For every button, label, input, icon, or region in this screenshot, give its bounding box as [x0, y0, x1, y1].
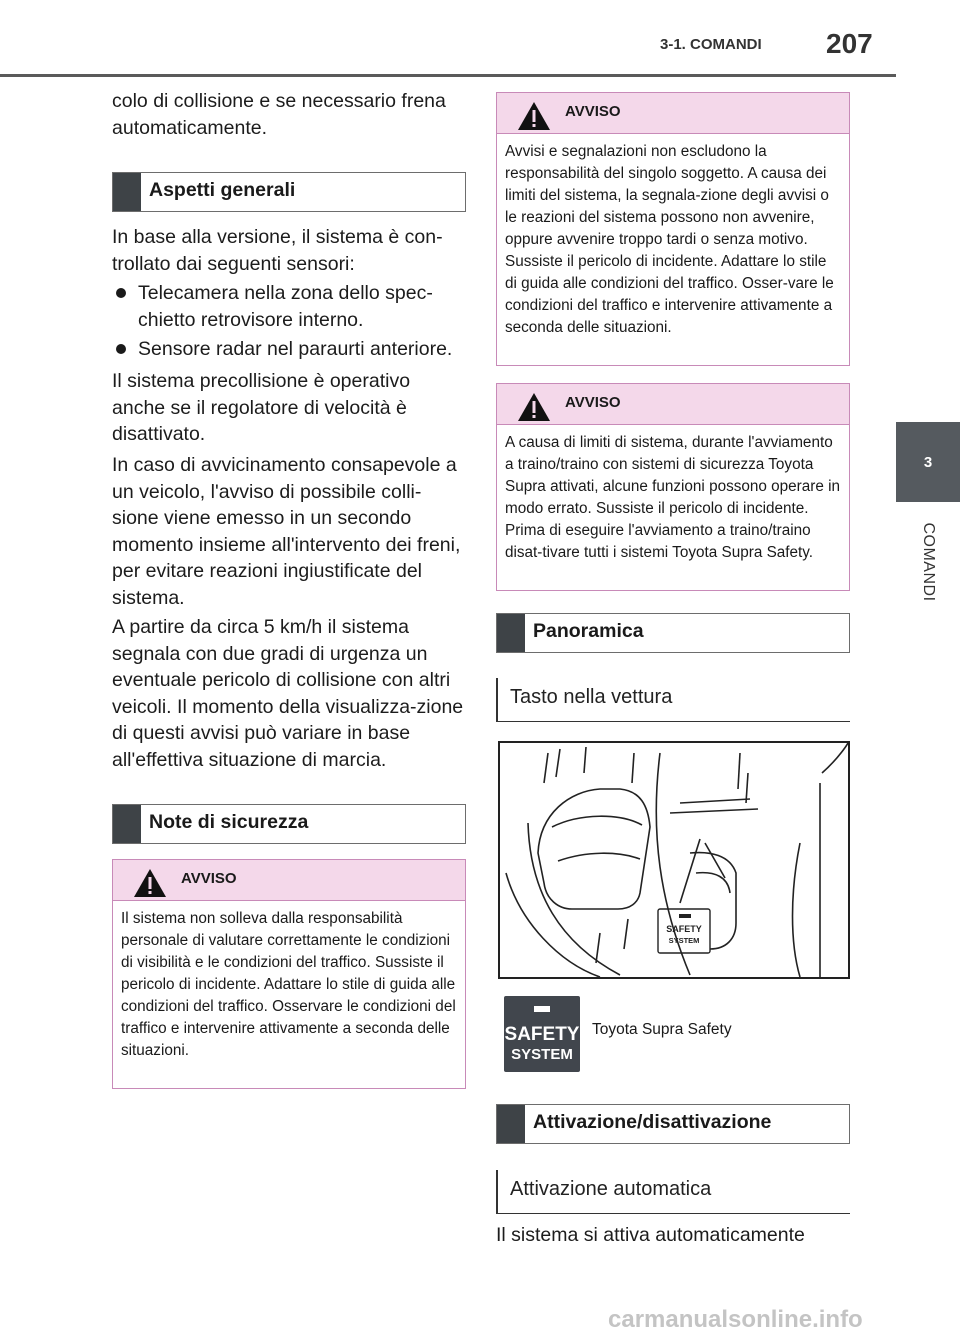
bullet-radar: Sensore radar nel paraurti anteriore.	[112, 336, 464, 363]
paragraph-speed: A partire da circa 5 km/h il sistema segnala con due gradi di urgenza un eventuale pericolo di collisione con altri veicoli. Il momento della visualizza-zione di questi avvisi può variare in base all'effettiva situazione di marcia.	[112, 616, 464, 771]
heading-marker	[497, 1105, 525, 1143]
heading-marker	[497, 614, 525, 652]
header-rule	[0, 74, 896, 77]
warning-box-right-2	[496, 383, 850, 591]
warning-box-right-1	[496, 92, 850, 366]
paragraph-approach: In caso di avvicinamento consapevole a un veicolo, l'avviso di possibile colli-sione viene emesso in un secondo momento insieme all'intervento dei freni, per evitare reazioni ingiustificate del sistema.	[112, 454, 461, 609]
chapter-tab[interactable]: 3	[896, 422, 960, 502]
console-illustration	[498, 741, 850, 979]
button-caption: Toyota Supra Safety	[592, 1021, 732, 1038]
heading-marker	[113, 805, 141, 843]
heading-attivazione	[496, 1104, 850, 1144]
warning-triangle-icon	[517, 392, 551, 422]
warning-header	[113, 860, 465, 901]
sensors-intro: In base alla versione, il sistema è con-trollato dai seguenti sensori:	[112, 226, 443, 275]
subheading-attivazione-automatica: Attivazione automatica	[496, 1170, 850, 1214]
watermark: carmanualsonline.info	[608, 1306, 863, 1333]
console-drawing	[500, 743, 848, 977]
figure-button-label-1: SAFETY	[666, 924, 702, 934]
heading-aspetti-generali	[112, 172, 466, 212]
warning-text: Il sistema non solleva dalla responsabilità personale di valutare correttamente le condizioni di visibilità e le condizioni del traffico. Sussiste il pericolo di incidente. Adattare lo stile di guida alle condizioni del traffico. Osservare le condizioni del traffico e intervenire attivamente a seconda delle situazioni.	[121, 910, 456, 1059]
section-title: 3-1. COMANDI	[660, 36, 762, 53]
warning-box-left	[112, 859, 466, 1089]
safety-system-icon	[504, 996, 580, 1072]
heading-marker	[113, 173, 141, 211]
safety-icon-line2: SYSTEM	[511, 1046, 573, 1063]
warning-label: AVVISO	[565, 394, 621, 411]
warning-triangle-icon	[517, 101, 551, 131]
warning-text: Avvisi e segnalazioni non escludono la responsabilità del singolo soggetto. A causa dei limiti del sistema, la segnala-zione degli avvisi o le reazioni del sistema possono non avvenire, oppure avvenire troppo tardi o senza motivo. Sussiste il pericolo di incidente. Adattare lo stile di guida alle condizioni del traffico. Osser-vare le condizioni del traffico e intervenire attivamente a seconda delle situazioni.	[505, 143, 834, 336]
auto-activation-text: Il sistema si attiva automaticamente	[496, 1224, 805, 1246]
warning-label: AVVISO	[181, 870, 237, 887]
page-number: 207	[826, 28, 873, 59]
warning-label: AVVISO	[565, 103, 621, 120]
chapter-label-text: COMANDI	[920, 522, 937, 602]
chapter-label	[896, 512, 960, 612]
heading-text: Aspetti generali	[149, 179, 296, 201]
warning-header	[497, 384, 849, 425]
heading-text: Attivazione/disattivazione	[533, 1111, 772, 1133]
heading-text: Note di sicurezza	[149, 811, 309, 833]
figure-button-label-2: SYSTEM	[668, 936, 700, 945]
bullet-camera: Telecamera nella zona dello spec-chietto retrovisore interno.	[112, 280, 464, 333]
heading-panoramica	[496, 613, 850, 653]
safety-icon-line1: SAFETY	[504, 1024, 580, 1045]
heading-note-sicurezza	[112, 804, 466, 844]
heading-text: Panoramica	[533, 620, 644, 642]
intro-paragraph: colo di collisione e se necessario frena automaticamente.	[112, 90, 446, 139]
paragraph-operative: Il sistema precollisione è operativo anche se il regolatore di velocità è disattivato.	[112, 370, 411, 445]
warning-header	[497, 93, 849, 134]
subheading-tasto: Tasto nella vettura	[496, 678, 850, 722]
warning-triangle-icon	[133, 868, 167, 898]
warning-text: A causa di limiti di sistema, durante l'avviamento a traino/traino con sistemi di sicurezza Toyota Supra attivati, alcune funzioni possono operare in modo errato. Sussiste il pericolo di incidente. Prima di eseguire l'avviamento a traino/traino disat-tivare tutti i sistemi Toyota Supra Safety.	[505, 434, 841, 561]
safety-system-button-icon	[504, 996, 580, 1072]
